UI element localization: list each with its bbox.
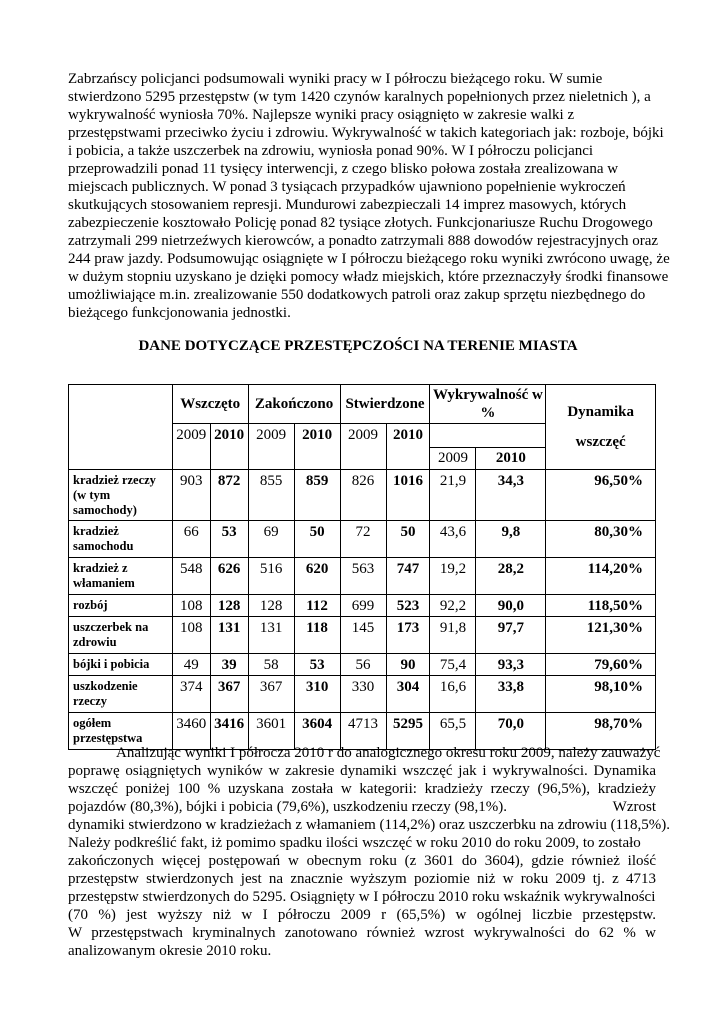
cell-value: 9,8 xyxy=(476,521,546,558)
cell-dynamics: 118,50% xyxy=(546,595,656,617)
cell-value: 374 xyxy=(172,676,210,713)
year-2010: 2010 xyxy=(294,424,340,470)
analysis-line: analizowanym okresie 2010 roku. xyxy=(68,943,272,959)
cell-value: 50 xyxy=(386,521,430,558)
section-heading: DANE DOTYCZĄCE PRZESTĘPCZOŚCI NA TERENIE MIASTA xyxy=(138,338,578,354)
table-row xyxy=(69,470,656,521)
analysis-line: W przestępstwach kryminalnych zanotowano również wzrost wykrywalności do 62 % w xyxy=(68,925,656,941)
cell-value: 859 xyxy=(294,470,340,521)
cell-value: 128 xyxy=(210,595,248,617)
intro-line: miejscach publicznych. W ponad 3 tysiącach przypadków ujawniono popełnienie wykroczeń xyxy=(68,179,626,195)
cell-dynamics: 121,30% xyxy=(546,617,656,654)
analysis-line: zakończonych więcej postępowań w obecnym roku (z 3601 do 3604), gdzie również ilość xyxy=(68,853,656,869)
cell-dynamics: 114,20% xyxy=(546,558,656,595)
row-label: bójki i pobicia xyxy=(69,654,173,676)
cell-dynamics: 98,10% xyxy=(546,676,656,713)
cell-value: 523 xyxy=(386,595,430,617)
intro-line: Zabrzańscy policjanci podsumowali wyniki pracy w I półroczu bieżącego roku. W sumie xyxy=(68,71,603,87)
cell-value: 903 xyxy=(172,470,210,521)
cell-value: 330 xyxy=(340,676,386,713)
intro-line: przeprowadzili ponad 11 tysięcy interwencji, z czego blisko połowa została zrealizowana w xyxy=(68,161,619,177)
intro-line: zatrzymali 299 nietrzeźwych kierowców, a ponadto zatrzymali 888 dowodów rejestracyjnych oraz xyxy=(68,233,659,249)
empty-corner-cell xyxy=(69,385,173,470)
table-row xyxy=(69,558,656,595)
cell-value: 90 xyxy=(386,654,430,676)
year-2009: 2009 xyxy=(172,424,210,470)
cell-value: 50 xyxy=(294,521,340,558)
table-row xyxy=(69,654,656,676)
cell-value: 93,3 xyxy=(476,654,546,676)
intro-line: w dużym stopniu uzyskano je dzięki pomocy władz miejskich, które przeznaczyły środki finansowe xyxy=(68,269,669,285)
cell-value: 3601 xyxy=(248,713,294,750)
analysis-line-end: Wzrost xyxy=(612,799,656,815)
cell-value: 128 xyxy=(248,595,294,617)
cell-value: 4713 xyxy=(340,713,386,750)
cell-value: 173 xyxy=(386,617,430,654)
cell-value: 70,0 xyxy=(476,713,546,750)
cell-value: 747 xyxy=(386,558,430,595)
cell-value: 69 xyxy=(248,521,294,558)
row-label: kradzież samochodu xyxy=(69,521,173,558)
cell-value: 872 xyxy=(210,470,248,521)
cell-value: 548 xyxy=(172,558,210,595)
analysis-line: (70 %) jest wyższy niż w I półroczu 2009 r (65,5%) w ogólnej liczbie przestępstw. xyxy=(68,907,656,923)
cell-value: 3604 xyxy=(294,713,340,750)
intro-line: umożliwiające m.in. zrealizowanie 550 dodatkowych patroli oraz zakup sprzętu niezbędnego do xyxy=(68,287,646,303)
header-stwierdzone: Stwierdzone xyxy=(340,385,430,424)
cell-value: 39 xyxy=(210,654,248,676)
cell-dynamics: 96,50% xyxy=(546,470,656,521)
cell-value: 43,6 xyxy=(430,521,476,558)
row-label: ogółem przestępstwa xyxy=(69,713,173,750)
cell-value: 108 xyxy=(172,595,210,617)
analysis-line: wszczęć poniżej 100 % uzyskana została w kategorii: kradzieży rzeczy (96,5%), kradzieży xyxy=(68,781,656,797)
row-label: rozbój xyxy=(69,595,173,617)
cell-value: 1016 xyxy=(386,470,430,521)
cell-value: 131 xyxy=(248,617,294,654)
cell-value: 53 xyxy=(210,521,248,558)
intro-line: skutkujących stosowaniem represji. Mundurowi zabezpieczali 14 imprez masowych, których xyxy=(68,197,627,213)
cell-value: 626 xyxy=(210,558,248,595)
year-2010: 2010 xyxy=(476,448,546,470)
header-dynamika: Dynamika wszczęć xyxy=(546,385,656,470)
cell-value: 49 xyxy=(172,654,210,676)
cell-value: 5295 xyxy=(386,713,430,750)
cell-value: 826 xyxy=(340,470,386,521)
cell-value: 28,2 xyxy=(476,558,546,595)
header-zakonczono: Zakończono xyxy=(248,385,340,424)
cell-value: 97,7 xyxy=(476,617,546,654)
table-row xyxy=(69,676,656,713)
cell-value: 367 xyxy=(210,676,248,713)
analysis-line: przestępstw stwierdzonych do 5295. Osiągnięty w I półroczu 2010 roku wskaźnik wykrywalności xyxy=(68,889,656,905)
analysis-line xyxy=(68,798,656,816)
crime-statistics-table xyxy=(68,384,656,750)
intro-line: 244 praw jazdy. Podsumowując osiągnięte w I półroczu bieżącego roku wyniki zwrócono uwagę, że xyxy=(68,251,670,267)
row-label: uszkodzenie rzeczy xyxy=(69,676,173,713)
year-2010: 2010 xyxy=(210,424,248,470)
cell-value: 21,9 xyxy=(430,470,476,521)
cell-value: 699 xyxy=(340,595,386,617)
cell-value: 56 xyxy=(340,654,386,676)
year-2010: 2010 xyxy=(386,424,430,470)
cell-value: 90,0 xyxy=(476,595,546,617)
cell-value: 855 xyxy=(248,470,294,521)
cell-value: 112 xyxy=(294,595,340,617)
analysis-paragraph xyxy=(68,744,670,960)
cell-value: 33,8 xyxy=(476,676,546,713)
cell-value: 108 xyxy=(172,617,210,654)
cell-value: 75,4 xyxy=(430,654,476,676)
analysis-line: Należy podkreślić fakt, iż pomimo spadku ilości wszczęć w roku 2010 do roku 2009, to zostało xyxy=(68,835,641,851)
row-label: uszczerbek na zdrowiu xyxy=(69,617,173,654)
cell-value: 304 xyxy=(386,676,430,713)
cell-value: 516 xyxy=(248,558,294,595)
cell-value: 16,6 xyxy=(430,676,476,713)
cell-value: 3460 xyxy=(172,713,210,750)
header-wykrywalnosc: Wykrywalność w % xyxy=(430,385,546,424)
cell-value: 563 xyxy=(340,558,386,595)
cell-value: 53 xyxy=(294,654,340,676)
year-2009: 2009 xyxy=(340,424,386,470)
year-2009: 2009 xyxy=(430,448,476,470)
table-row xyxy=(69,595,656,617)
table-row xyxy=(69,521,656,558)
intro-line: stwierdzono 5295 przestępstw (w tym 1420 czynów karalnych popełnionych przez nieletnich ), a xyxy=(68,89,651,105)
intro-line: wykrywalność wyniosła 70%. Najlepsze wyniki pracy osiągnięto w zakresie walki z xyxy=(68,107,575,123)
cell-value: 72 xyxy=(340,521,386,558)
cell-value: 34,3 xyxy=(476,470,546,521)
intro-line: i pobicia, a także uszczerbek na zdrowiu, wyniosła ponad 90%. W I półroczu policjanci xyxy=(68,143,594,159)
analysis-line: poprawę osiągniętych wyników w zakresie dynamiki wszczęć jak i wykrywalności. Dynamika xyxy=(68,763,656,779)
cell-value: 92,2 xyxy=(430,595,476,617)
cell-value: 91,8 xyxy=(430,617,476,654)
cell-value: 620 xyxy=(294,558,340,595)
analysis-line-start: pojazdów (80,3%), bójki i pobicia (79,6%), uszkodzeniu rzeczy (98,1%). xyxy=(68,799,508,815)
analysis-line: Analizując wyniki I półrocza 2010 r do analogicznego okresu roku 2009, należy zauważyć xyxy=(116,745,661,761)
row-label: kradzież z włamaniem xyxy=(69,558,173,595)
cell-value: 118 xyxy=(294,617,340,654)
year-2009: 2009 xyxy=(248,424,294,470)
intro-line: bieżącego funkcjonowania jednostki. xyxy=(68,305,291,321)
cell-value: 58 xyxy=(248,654,294,676)
intro-line: przestępstwami przeciwko życiu i zdrowiu. Wykrywalność w takich kategoriach jak: rozboje, bójki xyxy=(68,125,664,141)
cell-value: 66 xyxy=(172,521,210,558)
cell-value: 65,5 xyxy=(430,713,476,750)
analysis-line: dynamiki stwierdzono w kradzieżach z włamaniem (114,2%) oraz uszczerbku na zdrowiu (118,5%). xyxy=(68,817,670,833)
cell-dynamics: 79,60% xyxy=(546,654,656,676)
cell-value: 131 xyxy=(210,617,248,654)
cell-dynamics: 98,70% xyxy=(546,713,656,750)
cell-value: 367 xyxy=(248,676,294,713)
analysis-line: przestępstw stwierdzonych jest na znacznie wyższym poziomie niż w roku 2009 tj. z 4713 xyxy=(68,871,656,887)
intro-paragraph xyxy=(68,70,668,322)
cell-value: 3416 xyxy=(210,713,248,750)
cell-value: 145 xyxy=(340,617,386,654)
row-label: kradzież rzeczy (w tym samochody) xyxy=(69,470,173,521)
header-wszczeto: Wszczęto xyxy=(172,385,248,424)
intro-line: zabezpieczenie kosztowało Policję ponad 82 tysiące złotych. Funkcjonariusze Ruchu Drogowego xyxy=(68,215,653,231)
cell-value: 310 xyxy=(294,676,340,713)
cell-value: 19,2 xyxy=(430,558,476,595)
table-row xyxy=(69,617,656,654)
cell-dynamics: 80,30% xyxy=(546,521,656,558)
